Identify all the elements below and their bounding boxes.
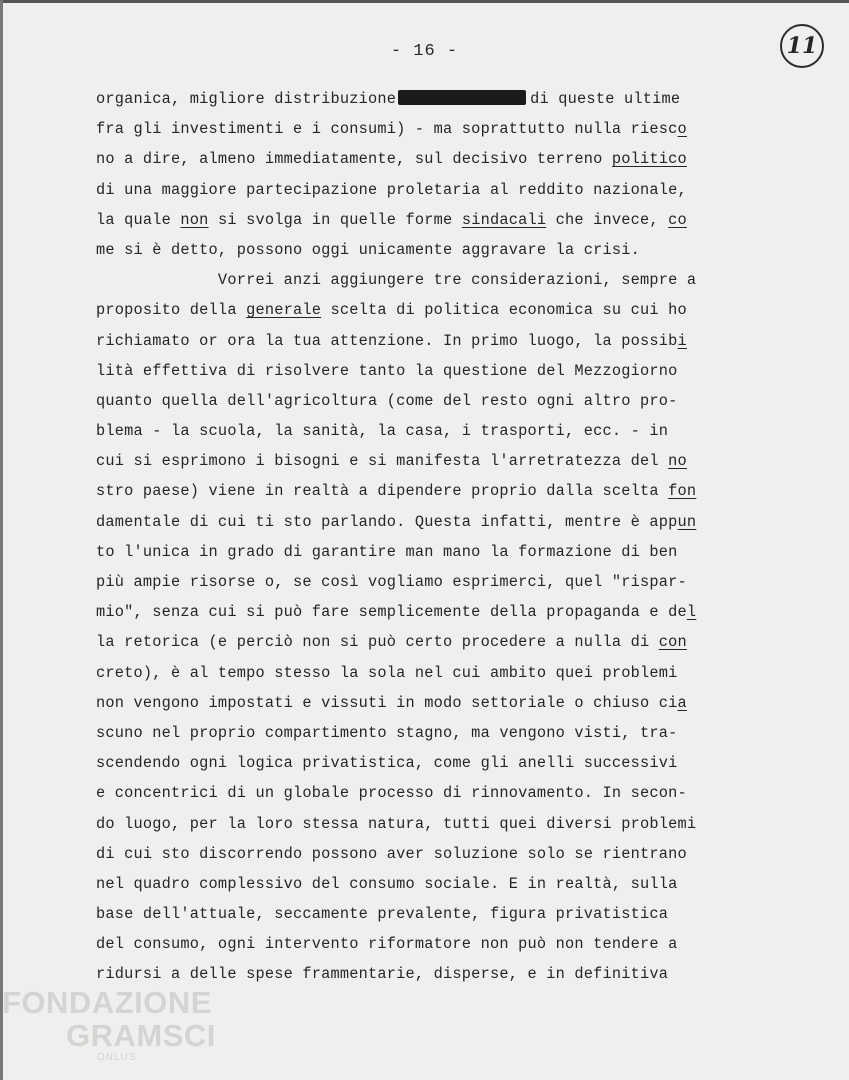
scan-edge-top	[0, 0, 849, 3]
text-line	[96, 235, 746, 265]
line-text: scendendo ogni logica privatistica, come gli anelli successivi	[96, 754, 678, 773]
line-text: creto), è al tempo stesso la sola nel cui ambito quei problemi	[96, 663, 678, 682]
text-line	[96, 869, 746, 899]
text-line	[96, 507, 746, 537]
line-text: più ampie risorse o, se così vogliamo esprimerci, quel "rispar-	[96, 573, 687, 591]
text-line	[96, 326, 746, 356]
archive-watermark	[2, 987, 222, 1063]
underlined-text: fon	[668, 482, 697, 501]
text-line	[96, 476, 746, 506]
line-text: proposito della	[96, 301, 247, 320]
underlined-text: co	[668, 210, 687, 229]
line-text: cui si esprimono i bisogni e si manifesta l'arretratezza del	[96, 452, 669, 471]
text-line	[96, 627, 746, 657]
watermark-line1: FONDAZIONE	[2, 985, 212, 1020]
text-line	[96, 778, 746, 808]
line-text: blema - la scuola, la sanità, la casa, i trasporti, ecc. - in	[96, 422, 669, 441]
line-text: no a dire, almeno immediatamente, sul decisivo terreno	[96, 150, 612, 169]
text-line	[96, 416, 746, 446]
line-text: la retorica (e perciò non si può certo procedere a nulla di	[96, 633, 659, 652]
underlined-text: o	[677, 120, 687, 139]
text-line	[96, 356, 746, 386]
text-line	[96, 295, 746, 325]
text-line	[96, 688, 746, 718]
line-text: lità effettiva di risolvere tanto la questione del Mezzogiorno	[96, 361, 678, 380]
text-line	[96, 929, 746, 959]
line-text: Vorrei anzi aggiungere tre considerazioni, sempre a	[96, 271, 697, 290]
scan-edge-left	[0, 0, 3, 1080]
line-text: stro paese) viene in realtà a dipendere proprio dalla scelta	[96, 482, 669, 501]
line-text: di una maggiore partecipazione proletaria al reddito nazionale,	[96, 180, 687, 199]
page-number: - 16 -	[390, 42, 459, 61]
text-line	[96, 114, 746, 144]
line-text: scuno nel proprio compartimento stagno, ma vengono visti, tra-	[96, 723, 678, 742]
line-text: organica, migliore distribuzione	[96, 90, 397, 108]
line-text: to l'unica in grado di garantire man mano la formazione di ben	[96, 542, 678, 561]
text-line	[96, 386, 746, 416]
line-text: di cui sto discorrendo possono aver soluzione solo se rientrano	[96, 844, 687, 863]
text-line	[96, 265, 746, 295]
line-text: non vengono impostati e vissuti in modo settoriale o chiuso ci	[96, 693, 678, 712]
line-text: ridursi a delle spese frammentarie, disperse, e in definitiva	[96, 965, 669, 984]
line-text: richiamato or ora la tua attenzione. In primo luogo, la possib	[96, 331, 678, 350]
line-text: nel quadro complessivo del consumo sociale. E in realtà, sulla	[96, 874, 678, 893]
line-text: mio", senza cui si può fare semplicemente della propaganda e de	[96, 603, 687, 622]
line-text: e concentrici di un globale processo di rinnovamento. In secon-	[96, 784, 687, 803]
text-line	[96, 658, 746, 688]
text-line	[96, 537, 746, 567]
underlined-text: generale	[246, 301, 322, 320]
underlined-text: un	[677, 512, 697, 531]
redaction-bar	[398, 90, 526, 105]
text-line	[96, 175, 746, 205]
watermark-line2: GRAMSCI	[66, 1018, 216, 1053]
line-text: di queste ultime	[530, 90, 681, 108]
underlined-text: con	[658, 633, 687, 652]
text-line	[96, 718, 746, 748]
watermark-line3: ONLUS	[97, 1052, 137, 1063]
text-line	[96, 84, 746, 114]
line-text: me si è detto, possono oggi unicamente aggravare la crisi.	[96, 240, 641, 259]
text-line	[96, 446, 746, 476]
text-line	[96, 748, 746, 778]
line-text: damentale di cui ti sto parlando. Questa infatti, mentre è app	[96, 512, 678, 531]
text-line	[96, 839, 746, 869]
underlined-text: i	[677, 331, 687, 350]
underlined-text: politico	[611, 150, 687, 169]
line-text: che invece,	[546, 210, 669, 229]
line-text: del consumo, ogni intervento riformatore non può non tendere a	[96, 935, 678, 954]
underlined-text: no	[668, 452, 687, 471]
line-text: do luogo, per la loro stessa natura, tutti quei diversi problemi	[96, 814, 697, 833]
text-line	[96, 597, 746, 627]
line-text: base dell'attuale, seccamente prevalente, figura privatistica	[96, 905, 669, 924]
handwritten-sheet-number: 11	[780, 24, 824, 68]
underlined-text: a	[677, 693, 687, 712]
text-line	[96, 205, 746, 235]
underlined-text: sindacali	[461, 210, 547, 229]
text-line	[96, 809, 746, 839]
underlined-text: l	[686, 603, 697, 622]
text-line	[96, 144, 746, 174]
text-line	[96, 899, 746, 929]
line-text: scelta di politica economica su cui ho	[321, 301, 687, 320]
line-text: fra gli investimenti e i consumi) - ma soprattutto nulla riesc	[96, 120, 678, 139]
line-text: la quale	[96, 210, 181, 229]
line-text: si svolga in quelle forme	[208, 210, 462, 229]
underlined-text: non	[180, 210, 209, 229]
line-text: quanto quella dell'agricoltura (come del resto ogni altro pro-	[96, 391, 678, 410]
text-line	[96, 567, 746, 597]
body-text	[96, 84, 746, 990]
